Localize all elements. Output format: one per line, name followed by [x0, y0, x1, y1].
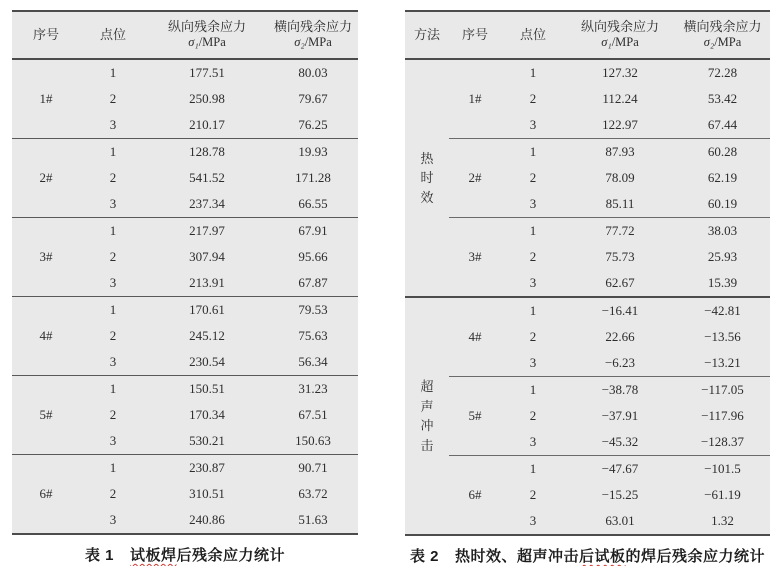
point-cell: 3: [109, 274, 117, 290]
table-row: [405, 377, 770, 404]
sigma1-value-cell: −38.78: [565, 377, 675, 404]
specimen-id-cell: 2#: [12, 139, 80, 218]
t1-header-sigma2: [268, 11, 358, 59]
header-line1: 横向残余应力: [683, 19, 762, 35]
t1-header-sigma1: [146, 11, 268, 59]
sigma1-value-cell: 530.21: [189, 432, 225, 448]
t2-header-serial: 序号: [449, 11, 501, 59]
sigma1-value-cell: 230.54: [189, 353, 225, 369]
point-cell: 3: [109, 511, 117, 527]
sigma2-value-cell: −128.37: [700, 433, 745, 449]
table2-block: [405, 10, 770, 566]
sigma1-value-cell: 22.66: [605, 328, 635, 344]
specimen-id-cell: 6#: [12, 455, 80, 535]
tables-row: [12, 10, 770, 566]
sigma2-value-cell: −117.96: [701, 407, 744, 423]
sigma1-value-cell: −37.91: [601, 407, 639, 423]
table-row: [405, 456, 770, 483]
table1-body: [12, 59, 358, 534]
sigma1-value-cell: 170.61: [146, 297, 268, 324]
point-cell: 3: [109, 353, 117, 369]
point-cell: 3: [109, 432, 117, 448]
sigma2-value-cell: 75.63: [298, 327, 328, 343]
point-cell: 2: [529, 407, 537, 423]
sigma2-value-cell: 31.23: [268, 376, 358, 403]
point-cell: 3: [529, 195, 537, 211]
sigma2-value-cell: 60.19: [707, 195, 738, 211]
specimen-id-cell: 1#: [468, 90, 482, 106]
sigma2-value-cell: 66.55: [298, 195, 328, 211]
point-cell: 2: [109, 485, 117, 501]
sigma2-value-cell: 38.03: [675, 218, 770, 245]
caption-text: 热时效、超声冲击: [454, 548, 579, 565]
caption-text-underlined: 后试板: [579, 548, 626, 565]
sigma1-value-cell: 177.51: [146, 59, 268, 86]
sigma1-value-cell: −45.32: [601, 433, 639, 449]
table-row: [405, 297, 770, 324]
sigma1-value-cell: 217.97: [146, 218, 268, 245]
table-row: [12, 218, 358, 245]
specimen-id-cell: 5#: [12, 376, 80, 455]
sigma1-value-cell: −6.23: [604, 354, 636, 370]
table2: [405, 10, 770, 536]
point-cell: 1: [80, 376, 146, 403]
sigma1-value-cell: 541.52: [189, 169, 225, 185]
method-label: 热时效: [420, 150, 434, 205]
point-cell: 1: [501, 456, 565, 483]
sigma1-value-cell: 310.51: [189, 485, 225, 501]
table-row: [12, 59, 358, 86]
method-label: 超声冲击: [420, 379, 434, 453]
sigma1-value-cell: 307.94: [189, 248, 225, 264]
point-cell: 1: [529, 64, 537, 80]
specimen-id-cell: 2#: [449, 139, 501, 218]
sigma1-value-cell: −16.41: [565, 297, 675, 324]
specimen-id-cell: 4#: [12, 297, 80, 376]
sigma2-value-cell: −13.56: [704, 328, 741, 344]
table-row: [12, 376, 358, 403]
t1-header-serial: 序号: [12, 11, 80, 59]
point-cell: 3: [529, 354, 537, 370]
table2-caption: [405, 545, 770, 566]
sigma2-value-cell: 63.72: [298, 485, 328, 501]
table-row: [405, 218, 770, 245]
caption-text: 后残余应力统计: [176, 547, 286, 564]
sigma1-value-cell: 150.51: [146, 376, 268, 403]
sigma2-value-cell: 15.39: [707, 274, 738, 290]
t2-header-method: 方法: [405, 11, 449, 59]
sigma1-value-cell: 87.93: [565, 139, 675, 166]
sigma1-value-cell: 237.34: [189, 195, 225, 211]
caption-label: 表 2: [409, 548, 439, 565]
sigma2-value-cell: 67.91: [268, 218, 358, 245]
caption-text-underlined: 试板焊: [129, 547, 177, 564]
table1-block: [12, 10, 358, 565]
point-cell: 3: [529, 512, 537, 528]
t2-header-sigma1: [565, 11, 675, 59]
sigma2-value-cell: 72.28: [707, 64, 738, 80]
sigma2-value-cell: 53.42: [707, 90, 738, 106]
sigma1-value-cell: −47.67: [565, 456, 675, 483]
point-cell: 2: [529, 169, 537, 185]
sigma2-value-cell: 56.34: [298, 353, 328, 369]
sigma2-value-cell: 90.71: [268, 455, 358, 482]
caption-label: 表 1: [84, 547, 114, 564]
sigma2-value-cell: −61.19: [704, 486, 741, 502]
point-cell: 2: [529, 90, 537, 106]
specimen-id-cell: 6#: [449, 456, 501, 536]
sigma2-value-cell: 67.51: [298, 406, 328, 422]
point-cell: 3: [529, 274, 537, 290]
specimen-id-cell: 3#: [449, 218, 501, 298]
sigma2-value-cell: 171.28: [295, 169, 331, 185]
caption-text: 的焊后残余应力统计: [625, 548, 766, 565]
sigma1-value-cell: 122.97: [602, 116, 638, 132]
sigma1-value-cell: 85.11: [605, 195, 635, 211]
sigma1-value-cell: 75.73: [605, 248, 635, 264]
sigma1-value-cell: 127.32: [602, 64, 638, 80]
sigma2-value-cell: 25.93: [707, 248, 738, 264]
sigma1-value-cell: 250.98: [189, 90, 225, 106]
sigma2-value-cell: 67.44: [707, 116, 738, 132]
header-formula: σ₂/MPa: [294, 35, 332, 50]
header-row: [12, 11, 358, 59]
table1: [12, 10, 358, 535]
sigma1-value-cell: 63.01: [605, 512, 635, 528]
sigma1-value-cell: 240.86: [189, 511, 225, 527]
point-cell: 2: [109, 248, 117, 264]
sigma2-value-cell: 67.87: [298, 274, 328, 290]
point-cell: 1: [80, 139, 146, 166]
sigma1-value-cell: 78.09: [605, 169, 635, 185]
header-line1: 纵向残余应力: [580, 19, 659, 35]
sigma1-value-cell: 213.91: [189, 274, 225, 290]
sigma2-value-cell: 60.28: [675, 139, 770, 166]
header-formula: σ₁/MPa: [188, 35, 226, 50]
table2-header: [405, 11, 770, 59]
sigma2-value-cell: 79.67: [298, 90, 328, 106]
point-cell: 2: [529, 328, 537, 344]
sigma2-value-cell: 80.03: [268, 59, 358, 86]
table-row: [12, 139, 358, 166]
t1-header-point: 点位: [80, 11, 146, 59]
sigma2-value-cell: 76.25: [298, 116, 328, 132]
point-cell: 3: [529, 116, 537, 132]
header-row: [405, 11, 770, 59]
specimen-id-cell: 1#: [12, 59, 80, 139]
sigma2-value-cell: 62.19: [707, 169, 738, 185]
header-line1: 横向残余应力: [273, 19, 352, 35]
sigma2-value-cell: 51.63: [298, 511, 328, 527]
point-cell: 2: [109, 169, 117, 185]
sigma1-value-cell: 77.72: [565, 218, 675, 245]
sigma1-value-cell: −15.25: [601, 486, 639, 502]
sigma2-value-cell: 1.32: [711, 512, 734, 528]
point-cell: 3: [529, 433, 537, 449]
sigma2-value-cell: 95.66: [298, 248, 328, 264]
point-cell: 1: [80, 297, 146, 324]
point-cell: 1: [501, 218, 565, 245]
table-row: [405, 59, 770, 86]
point-cell: 3: [109, 195, 117, 211]
point-cell: 2: [109, 90, 117, 106]
point-cell: 1: [501, 377, 565, 404]
sigma1-value-cell: 128.78: [146, 139, 268, 166]
sigma2-value-cell: −13.21: [704, 354, 741, 370]
point-cell: 1: [80, 455, 146, 482]
specimen-id-cell: 4#: [449, 297, 501, 377]
point-cell: 2: [109, 406, 117, 422]
point-cell: 2: [109, 327, 117, 343]
table-row: [405, 139, 770, 166]
point-cell: 1: [80, 218, 146, 245]
sigma2-value-cell: 79.53: [268, 297, 358, 324]
sigma2-value-cell: 19.93: [268, 139, 358, 166]
sigma2-value-cell: 150.63: [295, 432, 331, 448]
table1-header: [12, 11, 358, 59]
header-line1: 纵向残余应力: [167, 19, 246, 35]
sigma2-value-cell: −101.5: [675, 456, 770, 483]
header-formula: σ₂/MPa: [703, 35, 742, 50]
point-cell: 1: [80, 59, 146, 86]
sigma2-value-cell: −42.81: [675, 297, 770, 324]
method-cell: [405, 59, 449, 297]
specimen-id-cell: 5#: [449, 377, 501, 456]
t2-header-sigma2: [675, 11, 770, 59]
sigma1-value-cell: 112.24: [602, 90, 638, 106]
point-cell: 1: [501, 139, 565, 166]
header-formula: σ₁/MPa: [601, 35, 639, 50]
point-cell: 1: [501, 297, 565, 324]
point-cell: 2: [529, 486, 537, 502]
specimen-id-cell: 3#: [12, 218, 80, 297]
point-cell: 3: [109, 116, 117, 132]
sigma1-value-cell: 62.67: [605, 274, 635, 290]
point-cell: 2: [529, 248, 537, 264]
table-row: [12, 297, 358, 324]
sigma1-value-cell: 245.12: [189, 327, 225, 343]
sigma1-value-cell: 230.87: [146, 455, 268, 482]
table2-body: [405, 59, 770, 535]
table-row: [12, 455, 358, 482]
t2-header-point: 点位: [501, 11, 565, 59]
sigma1-value-cell: 210.17: [189, 116, 225, 132]
sigma2-value-cell: −117.05: [675, 377, 770, 404]
sigma1-value-cell: 170.34: [189, 406, 225, 422]
method-cell: [405, 297, 449, 535]
